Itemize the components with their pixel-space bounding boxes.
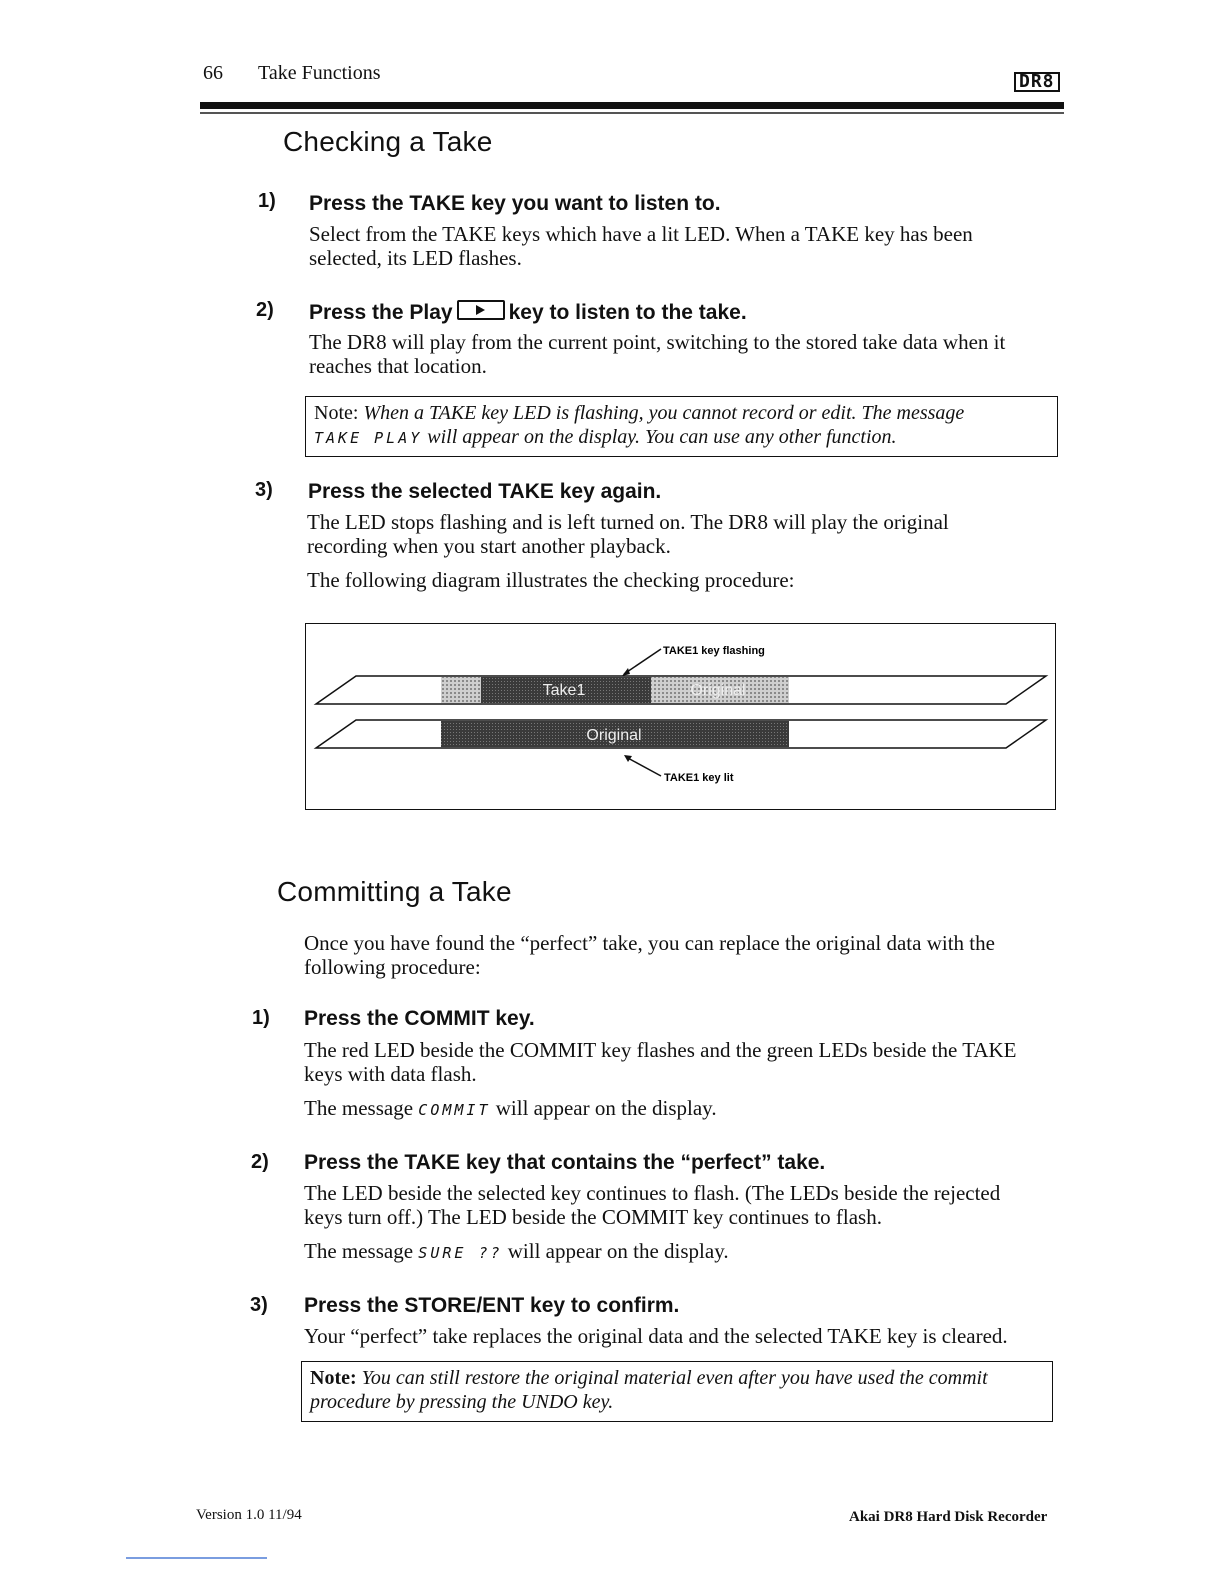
bar-label-original: Original: [586, 727, 642, 744]
note-text: procedure by pressing the UNDO key.: [310, 1391, 614, 1413]
play-key-icon: [457, 300, 505, 320]
lcd-message: SURE ??: [418, 1244, 503, 1262]
message-suffix: will appear on the display.: [507, 1239, 729, 1263]
note-label: Note:: [310, 1367, 357, 1389]
bar-label-original: Original: [690, 682, 746, 699]
body-line: The LED beside the selected key continues to flash. (The LEDs beside the rejected: [304, 1181, 1001, 1205]
footer-product: Akai DR8 Hard Disk Recorder: [849, 1509, 1048, 1525]
timeline-segment: [441, 677, 481, 703]
step-title: [309, 300, 747, 325]
body-line: The red LED beside the COMMIT key flashes and the green LEDs beside the TAKE: [304, 1038, 1017, 1062]
note-box: [301, 1361, 1053, 1422]
step-number: 3): [250, 1294, 268, 1316]
step-number: 3): [255, 479, 273, 501]
arrow-head: [624, 755, 632, 762]
step-body: [304, 1324, 1104, 1348]
diagram-figure: [306, 624, 1057, 811]
body-line: The LED stops flashing and is left turned on. The DR8 will play the original: [307, 510, 949, 534]
arrow-head: [622, 668, 630, 676]
step-number: 2): [256, 299, 274, 321]
body-line: Your “perfect” take replaces the original data and the selected TAKE key is cleared.: [304, 1324, 1008, 1348]
message-suffix: will appear on the display.: [495, 1096, 717, 1120]
step-title: Press the TAKE key you want to listen to.: [309, 192, 721, 215]
label-take1-lit: TAKE1 key lit: [664, 772, 734, 784]
message-prefix: The message: [304, 1239, 414, 1263]
body-line: Once you have found the “perfect” take, you can replace the original data with the: [304, 931, 995, 955]
step-number: 1): [258, 190, 276, 212]
running-title: Take Functions: [258, 62, 381, 84]
step-number: 2): [251, 1151, 269, 1173]
body-line: The DR8 will play from the current point, switching to the stored take data when it: [309, 330, 1006, 354]
page-divider: [126, 1557, 267, 1559]
label-take1-flashing: TAKE1 key flashing: [663, 645, 765, 657]
header-rule: [200, 102, 1064, 109]
step-title: Press the COMMIT key.: [304, 1007, 535, 1030]
step-number: 1): [252, 1007, 270, 1029]
step-body: [309, 330, 1069, 378]
body-line: reaches that location.: [309, 354, 487, 378]
lcd-message: TAKE PLAY: [314, 429, 423, 447]
header-rule-shadow: [200, 112, 1064, 114]
note-box: [305, 396, 1058, 457]
page-number: 66: [203, 62, 223, 84]
body-line: following procedure:: [304, 955, 481, 979]
body-line: keys with data flash.: [304, 1062, 477, 1086]
note-label: Note:: [314, 402, 359, 424]
note-text: will appear on the display. You can use any other function.: [427, 426, 897, 448]
step-body: [304, 1181, 1084, 1229]
dr8-logo: DR8: [1014, 72, 1060, 92]
commit-intro: [304, 931, 1084, 979]
step-body: [304, 1038, 1084, 1086]
note-text: When a TAKE key LED is flashing, you cannot record or edit. The message: [363, 402, 965, 424]
section-title-committing: Committing a Take: [277, 876, 512, 907]
step-title-part: key to listen to the take.: [508, 301, 747, 324]
note-text: You can still restore the original material even after you have used the commit: [361, 1367, 988, 1389]
step-body: [307, 510, 1067, 558]
message-prefix: The message: [304, 1096, 414, 1120]
step-title: Press the TAKE key that contains the “perfect” take.: [304, 1151, 826, 1174]
arrow-lit: [626, 757, 661, 776]
body-line: keys turn off.) The LED beside the COMMIT key continues to flash.: [304, 1205, 882, 1229]
message-line: [304, 1096, 1064, 1122]
bar-label-take1: Take1: [542, 682, 586, 699]
step-body: [309, 222, 1069, 270]
section-title-checking: Checking a Take: [283, 126, 493, 157]
lcd-message: COMMIT: [418, 1101, 491, 1119]
footer-version: Version 1.0 11/94: [196, 1507, 302, 1523]
message-line: [304, 1239, 1064, 1265]
body-line: Select from the TAKE keys which have a lit LED. When a TAKE key has been: [309, 222, 973, 246]
checking-diagram: [305, 623, 1056, 810]
body-line: recording when you start another playback.: [307, 534, 671, 558]
arrow-flashing: [624, 649, 661, 674]
body-line: selected, its LED flashes.: [309, 246, 522, 270]
step-title: Press the STORE/ENT key to confirm.: [304, 1294, 680, 1317]
step-title: Press the selected TAKE key again.: [308, 480, 662, 503]
diagram-intro: The following diagram illustrates the checking procedure:: [307, 568, 795, 592]
step-title-part: Press the Play: [309, 301, 453, 324]
